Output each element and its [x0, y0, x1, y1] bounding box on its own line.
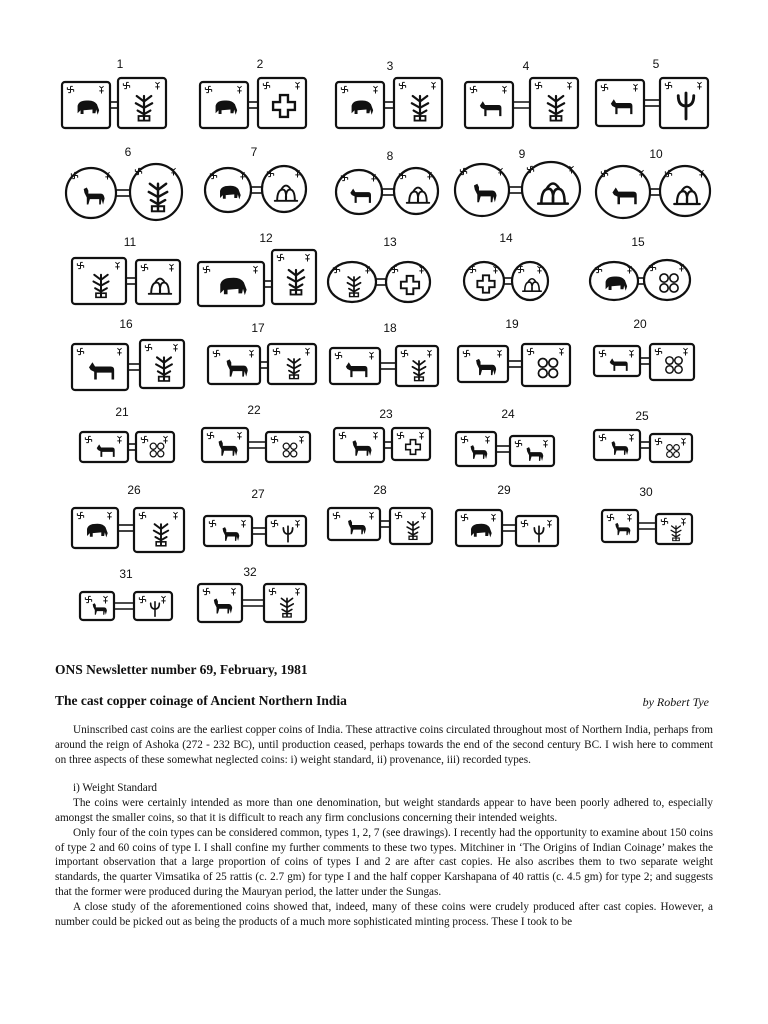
- horse-icon: [219, 440, 238, 455]
- swastika-icon: [461, 514, 467, 520]
- taurine-icon: [296, 170, 300, 177]
- swastika-icon: [139, 596, 145, 602]
- taurine-icon: [238, 86, 242, 93]
- coin-7: [205, 145, 306, 212]
- swastika-icon: [463, 350, 469, 356]
- taurine-icon: [428, 172, 432, 179]
- circles-icon: [667, 445, 680, 458]
- coin-reverse-outline: [272, 250, 316, 304]
- coin-14: [464, 231, 548, 300]
- taurine-icon: [162, 596, 166, 603]
- elephant-icon: [216, 100, 238, 114]
- horse-icon: [527, 447, 544, 461]
- swastika-icon: [205, 86, 211, 92]
- trident-icon: [534, 526, 543, 542]
- coin-reverse-outline: [650, 344, 694, 380]
- swastika-icon: [661, 518, 667, 524]
- tree-icon: [412, 361, 425, 381]
- taurine-icon: [108, 512, 112, 519]
- swastika-icon: [77, 512, 83, 518]
- swastika-icon: [277, 254, 283, 260]
- swastika-icon: [213, 350, 219, 356]
- horse-icon: [476, 359, 496, 375]
- swastika-icon: [341, 174, 347, 180]
- coin-32: [198, 565, 306, 622]
- hill-icon: [407, 188, 429, 203]
- tree-icon: [548, 96, 564, 121]
- tree-icon: [281, 598, 293, 617]
- swastika-icon: [203, 266, 209, 272]
- coin-24: [456, 407, 554, 466]
- coin-10: [596, 147, 710, 218]
- coin-19: [458, 317, 570, 386]
- coin-number-label: 19: [505, 317, 519, 331]
- hill-icon: [275, 186, 297, 201]
- tree-icon: [287, 359, 300, 379]
- swastika-icon: [461, 436, 467, 442]
- swastika-icon: [515, 440, 521, 446]
- coin-6: [66, 145, 182, 220]
- taurine-icon: [560, 348, 564, 355]
- coin-2: [200, 57, 306, 128]
- swastika-icon: [271, 520, 277, 526]
- coin-obverse-outline: [328, 508, 380, 540]
- elephant-icon: [352, 100, 374, 114]
- swastika-icon: [401, 350, 407, 356]
- taurine-icon: [300, 436, 304, 443]
- swastika-icon: [139, 512, 145, 518]
- swastika-icon: [273, 348, 279, 354]
- taurine-icon: [374, 86, 378, 93]
- elephant-icon: [606, 276, 628, 290]
- swastika-icon: [333, 512, 339, 518]
- section-heading-weight-standard: i) Weight Standard: [73, 782, 158, 795]
- coin-number-label: 18: [383, 321, 397, 335]
- swastika-icon: [607, 514, 613, 520]
- coin-reverse-outline: [656, 514, 692, 544]
- coin-number-label: 1: [116, 57, 124, 71]
- coin-26: [72, 483, 184, 552]
- hill-icon: [523, 279, 541, 291]
- coin-number-label: 25: [635, 409, 649, 423]
- taurine-icon: [118, 348, 122, 355]
- taurine-icon: [503, 86, 507, 93]
- taurine-icon: [242, 520, 246, 527]
- bull-icon: [346, 362, 368, 377]
- coin-9: [455, 147, 580, 216]
- swastika-icon: [77, 348, 83, 354]
- bull-icon: [480, 101, 502, 116]
- coin-27: [204, 487, 306, 546]
- swastika-icon: [263, 82, 269, 88]
- swastika-icon: [535, 82, 541, 88]
- coin-number-label: 15: [631, 235, 645, 249]
- circles-icon: [283, 443, 297, 457]
- taurine-icon: [548, 520, 552, 527]
- taurine-icon: [174, 344, 178, 351]
- taurine-icon: [296, 520, 300, 527]
- elephant-icon: [471, 524, 492, 538]
- swastika-icon: [267, 170, 273, 176]
- taurine-icon: [116, 262, 120, 269]
- taurine-icon: [306, 348, 310, 355]
- coin-number-label: 10: [649, 147, 663, 161]
- circles-icon: [538, 358, 557, 377]
- trident-icon: [678, 93, 694, 119]
- swastika-icon: [470, 86, 476, 92]
- bull-icon: [610, 358, 628, 370]
- coin-28: [328, 483, 432, 544]
- coin-reverse-outline: [390, 508, 432, 544]
- swastika-icon: [599, 434, 605, 440]
- taurine-icon: [156, 82, 160, 89]
- swastika-icon: [145, 344, 151, 350]
- coin-number-label: 14: [499, 231, 513, 245]
- coin-13: [328, 235, 430, 302]
- coin-21: [80, 405, 174, 462]
- horse-icon: [223, 527, 240, 541]
- taurine-icon: [684, 348, 688, 355]
- taurine-icon: [538, 266, 542, 273]
- coin-8: [336, 149, 438, 214]
- coin-25: [594, 409, 692, 462]
- coin-number-label: 9: [518, 147, 526, 161]
- elephant-icon: [220, 278, 246, 295]
- swastika-icon: [123, 82, 129, 88]
- coin-reverse-outline: [134, 592, 172, 620]
- tree-icon: [412, 96, 428, 121]
- intro-paragraph: Uninscribed cast coins are the earliest copper coins of India. These attractive coins circulated throughout most of Northern India, perhaps from around the reign of Ashoka (272 - 232 BC), until production ceased, perhaps towards the end of the second century BC. I wish here to comment on three aspects of these somewhat neglected coins: i) weight standard, ii) provenance, iii) recorded types.: [55, 724, 713, 766]
- coin-number-label: 21: [115, 405, 129, 419]
- coin-4: [465, 59, 578, 128]
- tree-icon: [347, 277, 360, 297]
- coin-number-label: 29: [497, 483, 511, 497]
- cross-icon: [273, 95, 295, 117]
- taurine-icon: [374, 432, 378, 439]
- horse-icon: [348, 520, 366, 535]
- coin-number-label: 16: [119, 317, 133, 331]
- swastika-icon: [399, 82, 405, 88]
- coin-number-label: 6: [124, 145, 132, 159]
- swastika-icon: [665, 82, 671, 88]
- coin-20: [594, 317, 694, 380]
- taurine-icon: [634, 84, 638, 91]
- horse-icon: [353, 440, 372, 455]
- circles-icon: [150, 443, 164, 457]
- taurine-icon: [544, 440, 548, 447]
- bull-icon: [89, 362, 114, 379]
- taurine-icon: [420, 432, 424, 439]
- coin-obverse-outline: [198, 584, 242, 622]
- taurine-icon: [306, 254, 310, 261]
- taurine-icon: [498, 350, 502, 357]
- coin-reverse-outline: [386, 262, 430, 302]
- horse-icon: [474, 184, 497, 202]
- coin-16: [72, 317, 184, 390]
- author-byline: by Robert Tye: [642, 695, 709, 709]
- horse-icon: [612, 441, 629, 455]
- taurine-icon: [628, 266, 632, 273]
- taurine-icon: [630, 434, 634, 441]
- taurine-icon: [370, 512, 374, 519]
- taurine-icon: [296, 82, 300, 89]
- swastika-icon: [141, 264, 147, 270]
- coin-obverse-outline: [80, 592, 114, 620]
- swastika-icon: [521, 520, 527, 526]
- taurine-icon: [682, 518, 686, 525]
- taurine-icon: [118, 436, 122, 443]
- taurine-icon: [174, 512, 178, 519]
- tree-icon: [93, 275, 108, 298]
- coin-number-label: 7: [250, 145, 258, 159]
- coin-reverse-outline: [264, 584, 306, 622]
- bull-icon: [350, 189, 371, 203]
- circles-icon: [666, 357, 682, 373]
- taurine-icon: [422, 512, 426, 519]
- coin-reverse-outline: [266, 516, 306, 546]
- taurine-icon: [680, 264, 684, 271]
- elephant-icon: [220, 186, 241, 200]
- tree-icon: [156, 357, 172, 381]
- horse-icon: [84, 187, 105, 204]
- taurine-icon: [432, 82, 436, 89]
- tree-icon: [154, 524, 168, 546]
- taurine-icon: [254, 266, 258, 273]
- bull-icon: [612, 187, 636, 204]
- coin-11: [72, 235, 180, 304]
- cross-icon: [477, 275, 494, 292]
- taurine-icon: [250, 350, 254, 357]
- coin-number-label: 26: [127, 483, 141, 497]
- hill-icon: [674, 187, 700, 204]
- taurine-icon: [494, 266, 498, 273]
- horse-icon: [93, 603, 107, 615]
- newsletter-heading: ONS Newsletter number 69, February, 1981: [55, 662, 308, 677]
- swastika-icon: [527, 348, 533, 354]
- coin-22: [202, 403, 310, 462]
- coin-number-label: 13: [383, 235, 397, 249]
- coin-number-label: 28: [373, 483, 387, 497]
- hill-icon: [149, 279, 171, 294]
- coin-number-label: 12: [259, 231, 273, 245]
- trident-icon: [283, 526, 292, 542]
- taurine-icon: [630, 350, 634, 357]
- coin-number-label: 24: [501, 407, 515, 421]
- taurine-icon: [682, 438, 686, 445]
- taurine-icon: [104, 596, 108, 603]
- coin-obverse-outline: [465, 82, 513, 128]
- tree-icon: [136, 96, 152, 121]
- swastika-icon: [341, 86, 347, 92]
- hill-icon: [538, 184, 568, 204]
- taurine-icon: [164, 436, 168, 443]
- taurine-icon: [370, 352, 374, 359]
- coin-obverse-outline: [602, 510, 638, 542]
- circles-icon: [660, 274, 678, 292]
- weight-paragraph-2: Only four of the coin types can be considered common, types 1, 2, 7 (see drawings). I recently had the opportunity to examine about 150 coins of type 2 and 60 coins of type I. I shall confine my further comments to these two types. Mitchiner in ‘The Origins of Indian Coinage’ makes the important observation that a large proportion of coins of types I and 2 are after cast copies. He also ascribes them to two separate weight standards, the quarter Vimsatika of 25 rattis (c. 2.7 gm) for type I and the half copper Karshapana of 40 rattis (c. 4.5 gm) for type 2; and suggests that the former were produced during the Mauryan period, the latter under the Sungas.: [55, 826, 713, 898]
- coin-31: [80, 567, 172, 620]
- coin-17: [208, 321, 316, 384]
- coin-18: [330, 321, 438, 386]
- cross-icon: [401, 276, 419, 294]
- article: [55, 662, 713, 929]
- coin-number-label: 5: [652, 57, 660, 71]
- horse-icon: [615, 523, 630, 535]
- coin-1: [62, 57, 166, 128]
- coin-number-label: 3: [386, 59, 394, 73]
- taurine-icon: [486, 436, 490, 443]
- horse-icon: [214, 598, 232, 613]
- taurine-icon: [372, 174, 376, 181]
- coin-obverse-outline: [456, 432, 496, 466]
- swastika-icon: [339, 432, 345, 438]
- swastika-icon: [397, 432, 403, 438]
- swastika-icon: [67, 86, 73, 92]
- article-title: The cast copper coinage of Ancient Northern India: [55, 693, 347, 708]
- swastika-icon: [399, 172, 405, 178]
- swastika-icon: [209, 520, 215, 526]
- swastika-icon: [395, 512, 401, 518]
- coin-number-label: 31: [119, 567, 133, 581]
- swastika-icon: [77, 262, 83, 268]
- bull-icon: [97, 444, 115, 456]
- coin-number-label: 23: [379, 407, 393, 421]
- taurine-icon: [366, 266, 370, 273]
- swastika-icon: [141, 436, 147, 442]
- coin-number-label: 4: [522, 59, 530, 73]
- coin-29: [456, 483, 558, 546]
- taurine-icon: [241, 172, 245, 179]
- coin-number-label: 22: [247, 403, 261, 417]
- coin-reverse-outline: [136, 432, 174, 462]
- tree-icon: [149, 184, 167, 212]
- coin-number-label: 27: [251, 487, 265, 501]
- title-row: [55, 693, 713, 715]
- swastika-icon: [271, 436, 277, 442]
- tree-icon: [288, 270, 304, 295]
- taurine-icon: [428, 350, 432, 357]
- coin-15: [590, 235, 690, 300]
- coin-12: [198, 231, 316, 306]
- swastika-icon: [601, 84, 607, 90]
- swastika-icon: [655, 438, 661, 444]
- swastika-icon: [655, 348, 661, 354]
- coin-number-label: 17: [251, 321, 265, 335]
- bull-icon: [611, 99, 633, 114]
- coin-number-label: 30: [639, 485, 653, 499]
- elephant-icon: [87, 524, 108, 538]
- cross-icon: [406, 440, 421, 455]
- horse-icon: [471, 445, 488, 459]
- coin-number-label: 11: [123, 235, 137, 249]
- swastika-icon: [207, 432, 213, 438]
- taurine-icon: [568, 82, 572, 89]
- taurine-icon: [100, 86, 104, 93]
- taurine-icon: [296, 588, 300, 595]
- horse-icon: [227, 359, 248, 376]
- coin-number-label: 8: [386, 149, 394, 163]
- coin-23: [334, 407, 430, 462]
- taurine-icon: [698, 82, 702, 89]
- weight-paragraph-3: A close study of the aforementioned coins showed that, indeed, many of these coins were crudely produced after cast copies. However, a number could be picked out as being the products of a much more sophisticated minting process. These I took to be: [55, 900, 713, 928]
- taurine-icon: [420, 266, 424, 273]
- coin-5: [596, 57, 708, 128]
- coin-number-label: 20: [633, 317, 647, 331]
- coin-obverse-outline: [464, 262, 504, 300]
- taurine-icon: [628, 514, 632, 521]
- swastika-icon: [203, 588, 209, 594]
- swastika-icon: [85, 596, 91, 602]
- swastika-icon: [599, 350, 605, 356]
- trident-icon: [151, 602, 160, 616]
- weight-paragraph-1: The coins were certainly intended as more than one denomination, but weight standards appear to have been poorly adhered to, especially amongst the smaller coins, so that it is difficult to reach any firm conclusions concerning their intended weights.: [55, 797, 713, 824]
- coin-number-label: 32: [243, 565, 257, 579]
- taurine-icon: [492, 514, 496, 521]
- swastika-icon: [210, 172, 216, 178]
- coin-3: [336, 59, 442, 128]
- tree-icon: [671, 526, 681, 541]
- swastika-icon: [335, 352, 341, 358]
- coin-obverse-outline: [596, 80, 644, 126]
- coin-obverse-outline: [336, 170, 382, 214]
- swastika-icon: [269, 588, 275, 594]
- elephant-icon: [78, 100, 100, 114]
- taurine-icon: [170, 264, 174, 271]
- taurine-icon: [232, 588, 236, 595]
- taurine-icon: [238, 432, 242, 439]
- tree-icon: [407, 522, 419, 540]
- swastika-icon: [85, 436, 91, 442]
- coin-30: [602, 485, 692, 544]
- coin-number-label: 2: [256, 57, 264, 71]
